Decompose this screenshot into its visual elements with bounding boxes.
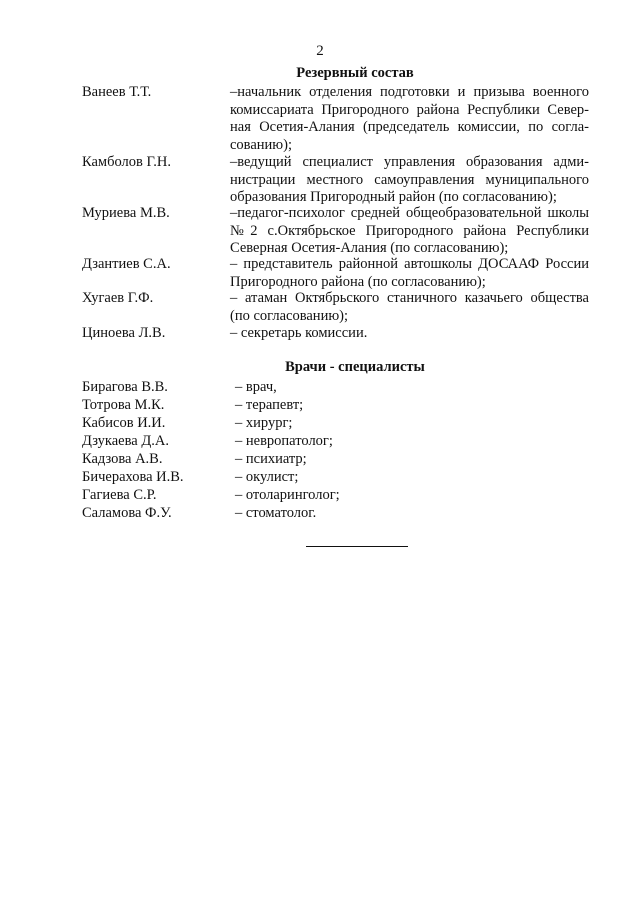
- doctor-name: Кабисов И.И.: [82, 415, 166, 431]
- member-role: –ведущий специалист управления образования администрации местного самоуправления муниципального образования Пригородный район (по согласованию);: [230, 154, 589, 206]
- doctor-role: – психиатр;: [235, 451, 307, 467]
- doctor-role: – хирург;: [235, 415, 293, 431]
- member-name: Дзантиев С.А.: [82, 256, 171, 272]
- member-role: –начальник отделения подготовки и призыва военного комиссариата Пригородного района Республики Северная Осетия-Алания (председатель комиссии, по согласованию);: [230, 84, 589, 153]
- member-name: Муриева М.В.: [82, 205, 170, 221]
- doctor-name: Тотрова М.К.: [82, 397, 165, 413]
- closing-rule: [306, 546, 408, 547]
- member-role: – представитель районной автошколы ДОСААФ России Пригородного района (по согласованию);: [230, 256, 589, 290]
- member-role: –педагог-психолог средней общеобразовательной школы №2 с.Октябрьское Пригородного района Республики Северная Осетия-Алания (по согласованию);: [230, 205, 589, 257]
- doctor-role: – врач,: [235, 379, 277, 395]
- member-name: Циноева Л.В.: [82, 325, 166, 341]
- doctor-role: – терапевт;: [235, 397, 304, 413]
- member-role: – атаман Октябрьского станичного казачьего общества (по согласованию);: [230, 290, 589, 324]
- doctors-section-title: Врачи - специалисты: [285, 359, 425, 375]
- doctor-role: – стоматолог.: [235, 505, 317, 521]
- doctor-name: Бичерахова И.В.: [82, 469, 184, 485]
- doctor-name: Кадзова А.В.: [82, 451, 163, 467]
- doctor-role: – окулист;: [235, 469, 299, 485]
- doctor-name: Гагиева С.Р.: [82, 487, 157, 503]
- doctor-name: Саламова Ф.У.: [82, 505, 172, 521]
- reserve-section-title: Резервный состав: [296, 65, 414, 81]
- doctor-name: Бирагова В.В.: [82, 379, 168, 395]
- doctor-role: – невропатолог;: [235, 433, 333, 449]
- doctor-name: Дзукаева Д.А.: [82, 433, 169, 449]
- doctor-role: – отоларинголог;: [235, 487, 340, 503]
- member-name: Камболов Г.Н.: [82, 154, 171, 170]
- member-name: Хугаев Г.Ф.: [82, 290, 154, 306]
- member-role: – секретарь комиссии.: [230, 325, 368, 341]
- member-name: Ванеев Т.Т.: [82, 84, 152, 100]
- page-number: 2: [316, 43, 324, 59]
